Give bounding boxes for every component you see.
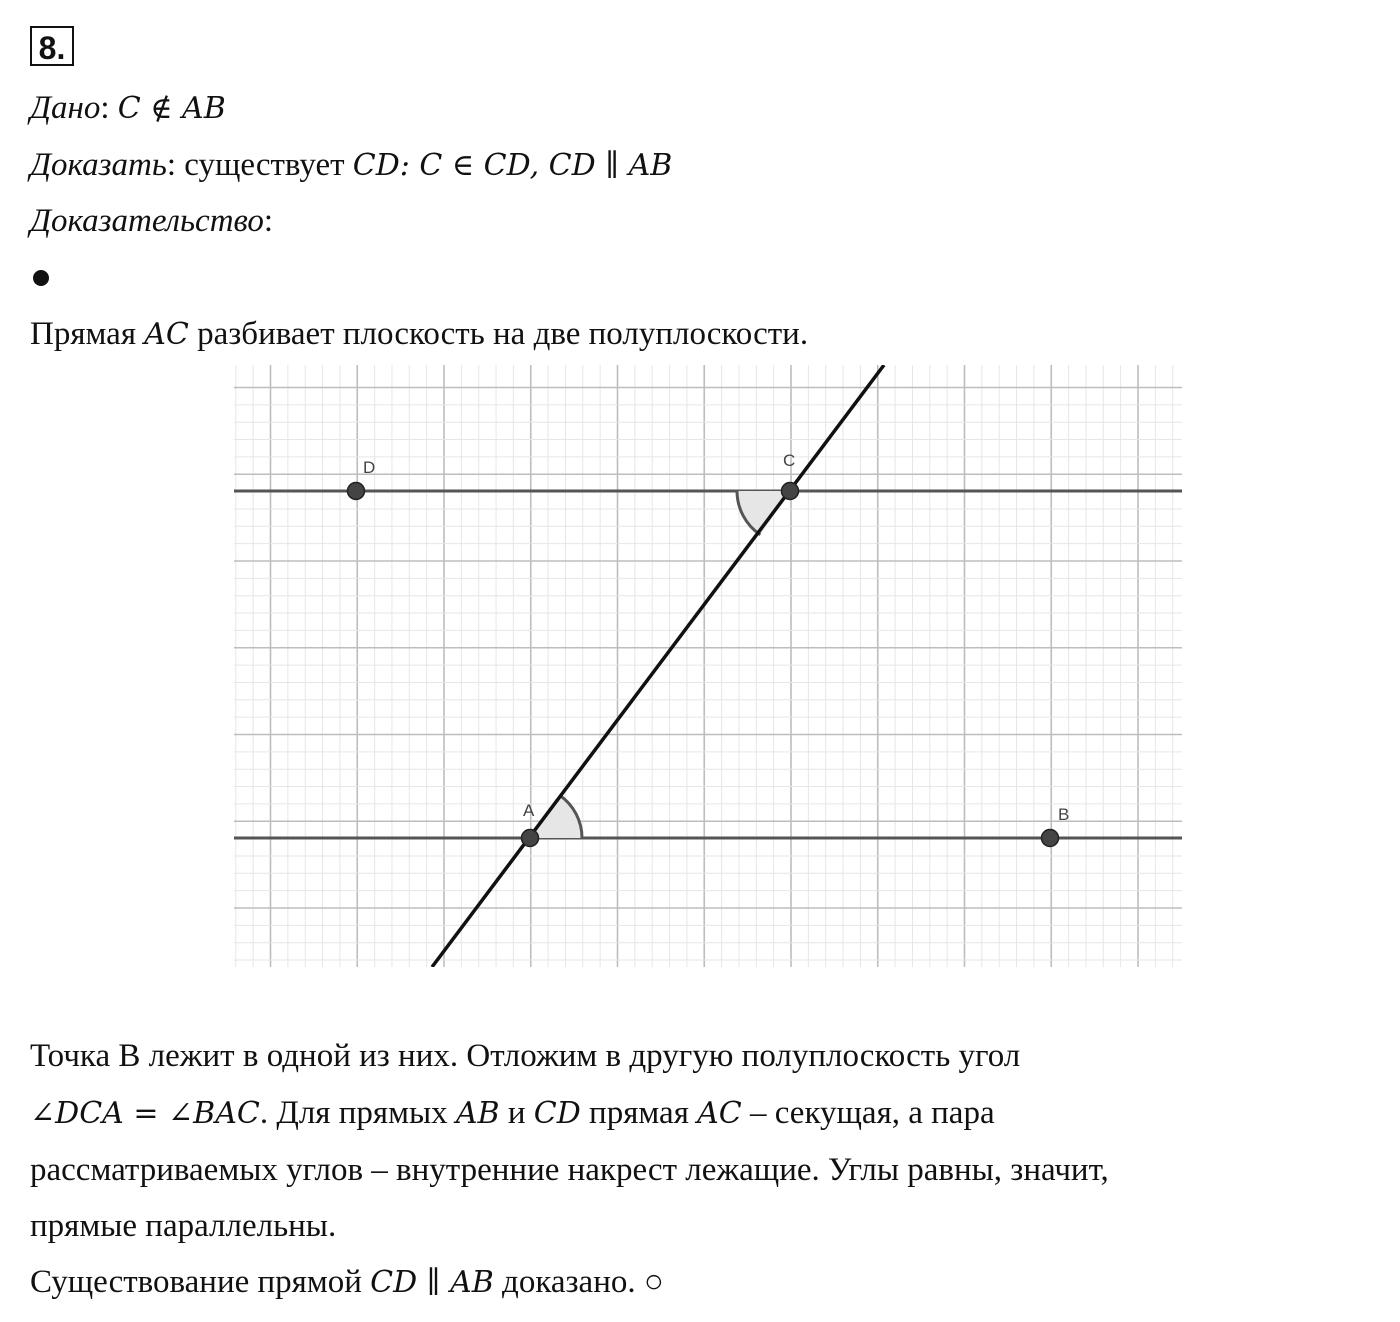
point-d [348, 483, 365, 500]
text-fragment: Существование прямой [30, 1264, 371, 1300]
text-fragment: . Для прямых [259, 1095, 456, 1131]
math-ac: AC [697, 1096, 742, 1131]
prove-word: существует [184, 147, 353, 183]
label-a: A [523, 801, 535, 820]
text-fragment: доказано. [493, 1264, 636, 1300]
prove-expr: CD: C ∈ CD, CD ∥ AB [352, 148, 673, 183]
para-line-3: рассматриваемых углов – внутренние накрест лежащие. Углы равны, значит, [30, 1152, 1109, 1188]
end-of-proof-icon: ○ [635, 1264, 664, 1300]
point-b [1042, 830, 1059, 847]
text-fragment: прямая [580, 1095, 698, 1131]
text-fragment: – секущая, а пара [741, 1095, 995, 1131]
point-c [782, 483, 799, 500]
label-c: C [783, 451, 796, 470]
math-ac: AC [144, 317, 189, 352]
given-expr: C ∉ AB [117, 91, 226, 126]
text-fragment: разбивает плоскость на две полуплоскости. [188, 316, 809, 352]
proof-line-1 [30, 314, 808, 355]
math-ab: AB [455, 1096, 500, 1131]
given-sep: : [100, 90, 118, 126]
proof-sep: : [263, 203, 274, 239]
para-line-1: Точка B лежит в одной из них. Отложим в другую полуплоскость угол [30, 1038, 1021, 1074]
problem-number: 8. [30, 26, 74, 66]
given-label: Дано [30, 90, 101, 126]
math-angles: ∠DCA = ∠BAC [30, 1096, 260, 1131]
prove-line [30, 145, 672, 186]
point-a [522, 830, 539, 847]
grid [234, 365, 1182, 967]
prove-sep: : [166, 147, 185, 183]
text-fragment: и [499, 1095, 534, 1131]
proof-label: Доказательство [30, 203, 264, 239]
math-parallel: CD ∥ AB [370, 1265, 494, 1300]
para-line-4: прямые параллельны. [30, 1208, 337, 1244]
para-line-2 [30, 1093, 995, 1134]
geometry-figure [234, 365, 1182, 967]
label-d: D [363, 458, 376, 477]
label-b: B [1058, 805, 1070, 824]
bullet-icon [33, 270, 49, 286]
conclusion-line [30, 1262, 664, 1303]
prove-label: Доказать [30, 147, 167, 183]
math-cd: CD [533, 1096, 581, 1131]
proof-label-line [30, 201, 273, 241]
given-line [30, 88, 226, 129]
text-fragment: Прямая [30, 316, 145, 352]
line-ac [432, 365, 884, 967]
